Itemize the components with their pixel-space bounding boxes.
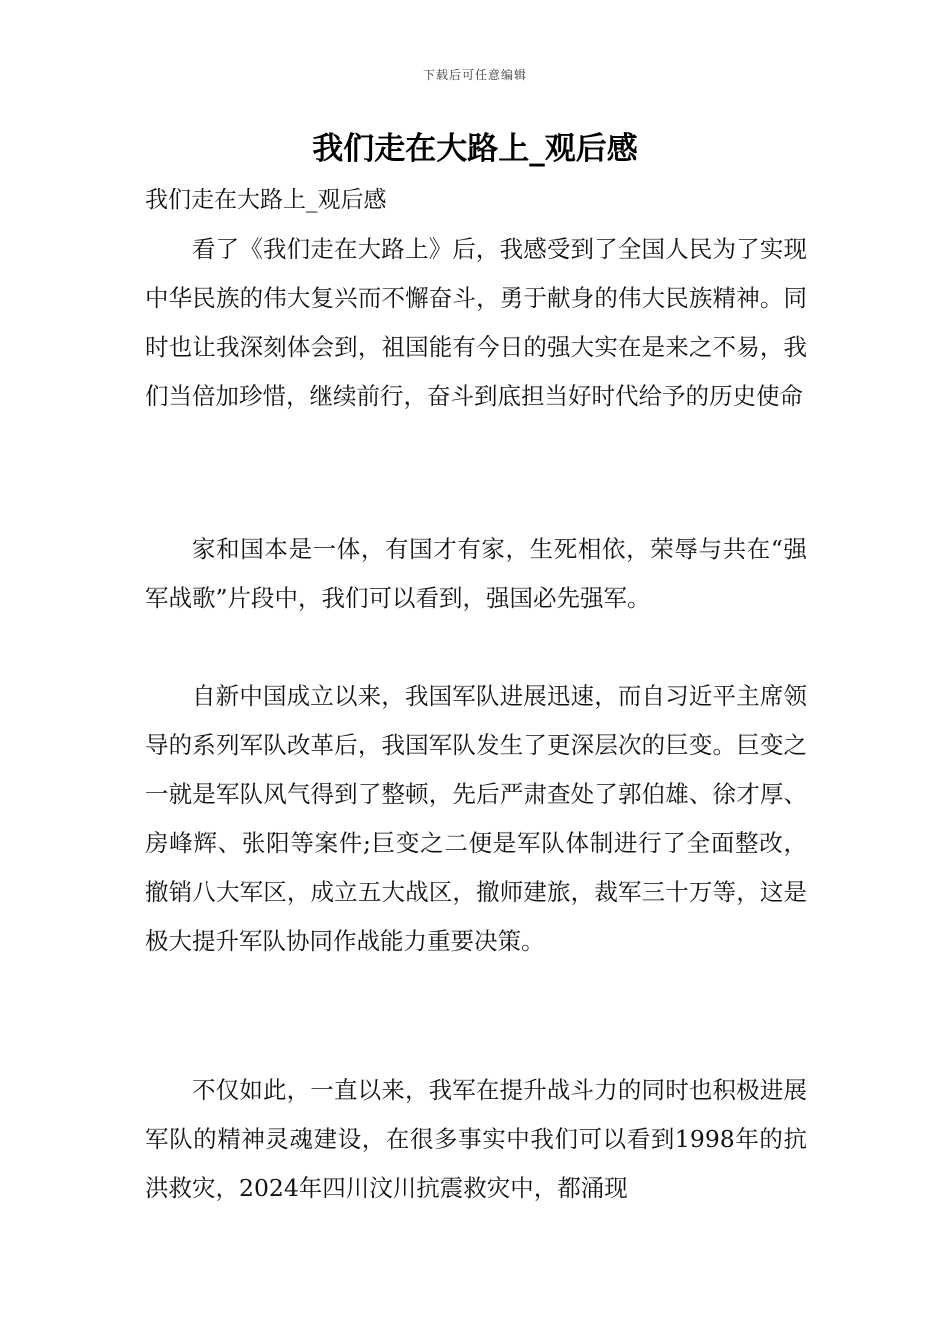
- document-subtitle: 我们走在大路上_观后感: [145, 187, 387, 213]
- paragraph-3: 自新中国成立以来，我国军队进展迅速，而自习近平主席领导的系列军队改革后，我国军队发生了更深层次的巨变。巨变之一就是军队风气得到了整顿，先后严肃查处了郭伯雄、徐才厚、房峰辉、张阳等案件;巨变之二便是军队体制进行了全面整改，撤销八大军区，成立五大战区，撤师建旅，裁军三十万等，这是极大提升军队协同作战能力重要决策。: [145, 682, 807, 955]
- paragraph-4: 不仅如此，一直以来，我军在提升战斗力的同时也积极进展军队的精神灵魂建设，在很多事实中我们可以看到1998年的抗洪救灾，2024年四川汶川抗震救灾中，都涌现: [145, 1076, 807, 1202]
- document-title: 我们走在大路上_观后感: [312, 131, 638, 167]
- header-note: 下载后可任意编辑: [422, 68, 527, 82]
- paragraph-1: 看了《我们走在大路上》后，我感受到了全国人民为了实现中华民族的伟大复兴而不懈奋斗，勇于献身的伟大民族精神。同时也让我深刻体会到，祖国能有今日的强大实在是来之不易，我们当倍加珍惜，继续前行，奋斗到底担当好时代给予的历史使命: [145, 235, 807, 410]
- paragraph-2: 家和国本是一体，有国才有家，生死相依，荣辱与共在“强军战歌”片段中，我们可以看到，强国必先强军。: [145, 535, 807, 612]
